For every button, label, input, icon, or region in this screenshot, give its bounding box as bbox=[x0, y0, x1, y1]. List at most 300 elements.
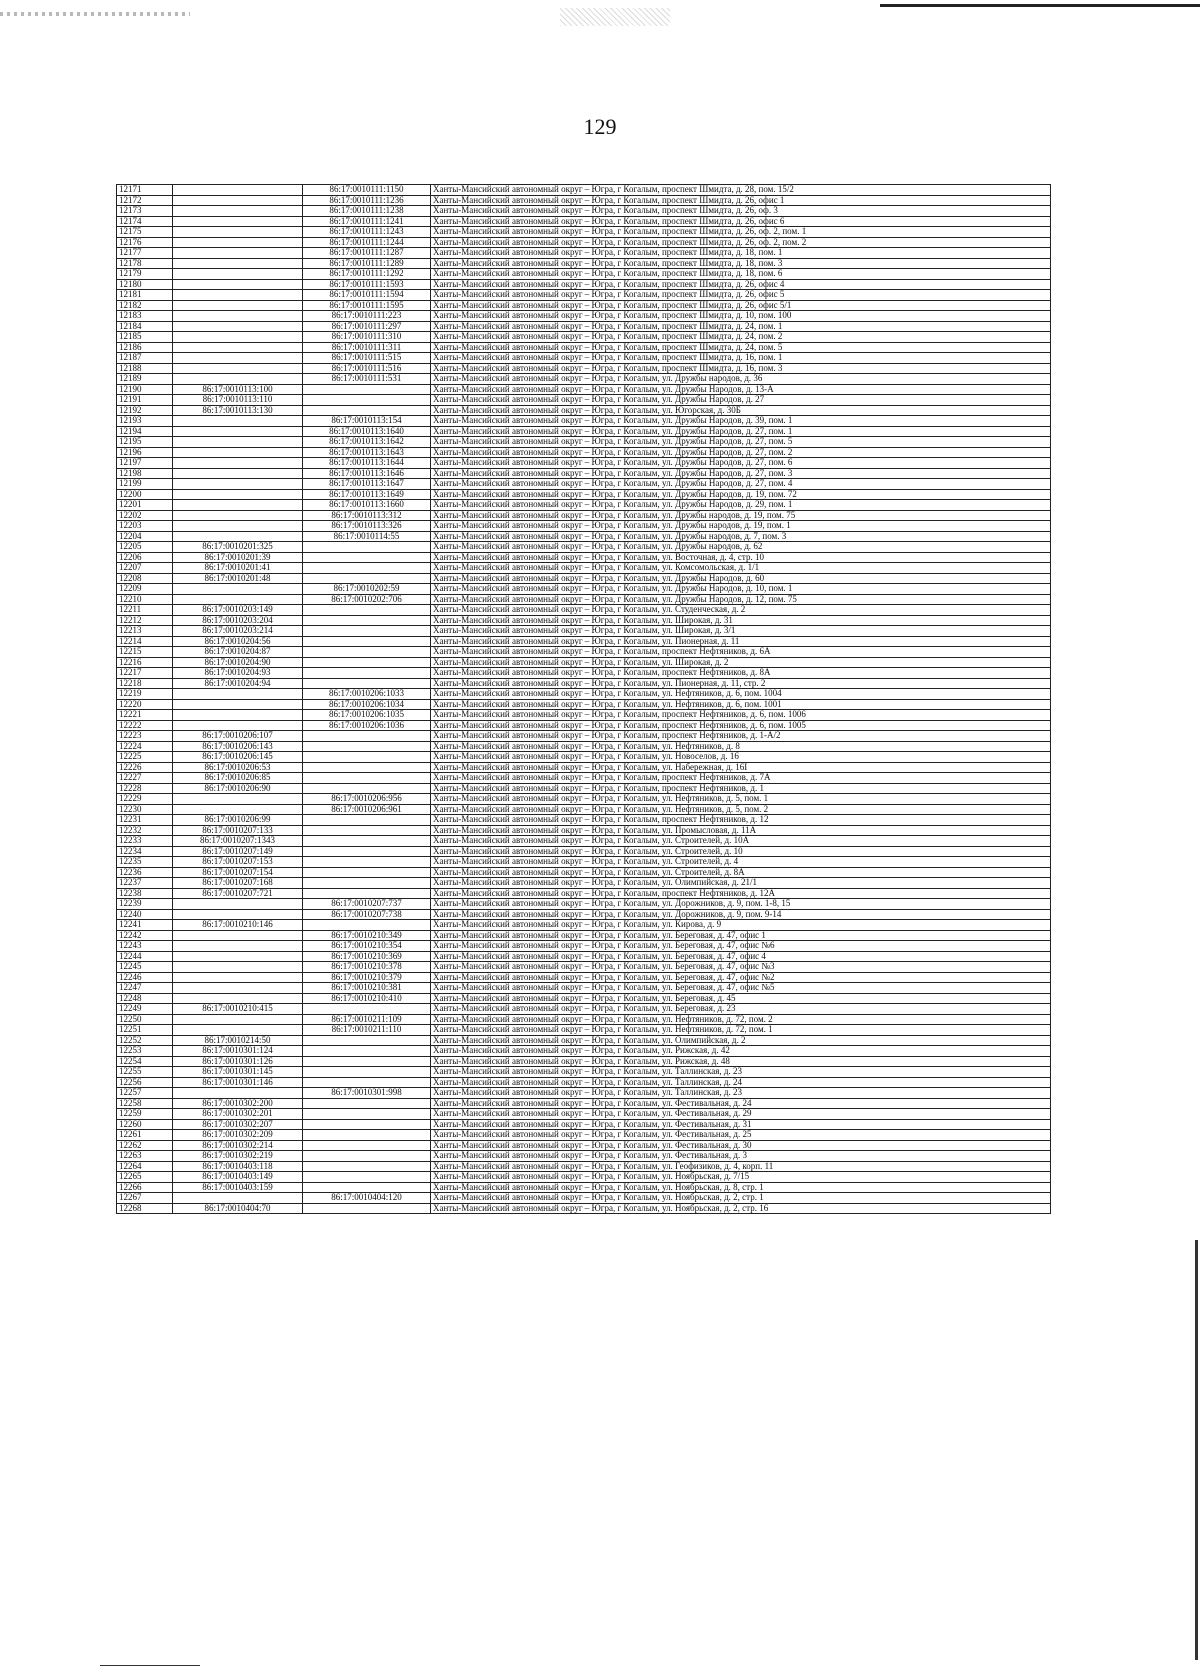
cadastral-number-premises-cell bbox=[303, 1046, 431, 1057]
cadastral-number-land-cell: 86:17:0010301:146 bbox=[173, 1077, 303, 1088]
cadastral-number-premises-cell bbox=[303, 773, 431, 784]
row-number-cell: 12257 bbox=[117, 1088, 173, 1099]
cadastral-number-premises-cell bbox=[303, 878, 431, 889]
row-number-cell: 12182 bbox=[117, 300, 173, 311]
table-row bbox=[117, 741, 1051, 752]
cadastral-number-premises-cell bbox=[303, 1203, 431, 1214]
address-cell: Ханты-Мансийский автономный округ – Югра, г Когалым, ул. Студенческая, д. 2 bbox=[431, 605, 1051, 616]
cadastral-number-land-cell bbox=[173, 342, 303, 353]
address-cell: Ханты-Мансийский автономный округ – Югра, г Когалым, ул. Таллинская, д. 23 bbox=[431, 1088, 1051, 1099]
cadastral-number-premises-cell bbox=[303, 384, 431, 395]
table-row bbox=[117, 1109, 1051, 1120]
row-number-cell: 12185 bbox=[117, 332, 173, 343]
table-row bbox=[117, 878, 1051, 889]
cadastral-number-premises-cell: 86:17:0010210:410 bbox=[303, 993, 431, 1004]
scan-edge-line bbox=[1195, 1240, 1198, 1660]
cadastral-number-premises-cell: 86:17:0010111:297 bbox=[303, 321, 431, 332]
table-row bbox=[117, 1014, 1051, 1025]
cadastral-number-premises-cell bbox=[303, 825, 431, 836]
address-cell: Ханты-Мансийский автономный округ – Югра, г Когалым, проспект Нефтяников, д. 6А bbox=[431, 647, 1051, 658]
address-cell: Ханты-Мансийский автономный округ – Югра, г Когалым, проспект Шмидта, д. 26, офис 5/1 bbox=[431, 300, 1051, 311]
table-row bbox=[117, 531, 1051, 542]
row-number-cell: 12202 bbox=[117, 510, 173, 521]
cadastral-number-land-cell: 86:17:0010302:200 bbox=[173, 1098, 303, 1109]
table-row bbox=[117, 846, 1051, 857]
row-number-cell: 12176 bbox=[117, 237, 173, 248]
table-row bbox=[117, 426, 1051, 437]
cadastral-number-land-cell bbox=[173, 216, 303, 227]
cadastral-number-land-cell bbox=[173, 962, 303, 973]
cadastral-number-land-cell bbox=[173, 332, 303, 343]
row-number-cell: 12235 bbox=[117, 857, 173, 868]
cadastral-number-premises-cell bbox=[303, 1077, 431, 1088]
cadastral-number-land-cell bbox=[173, 489, 303, 500]
cadastral-number-land-cell: 86:17:0010201:325 bbox=[173, 542, 303, 553]
address-cell: Ханты-Мансийский автономный округ – Югра, г Когалым, ул. Комсомольская, д. 1/1 bbox=[431, 563, 1051, 574]
cadastral-number-premises-cell bbox=[303, 542, 431, 553]
table-row bbox=[117, 668, 1051, 679]
cadastral-number-land-cell: 86:17:0010302:219 bbox=[173, 1151, 303, 1162]
table-row bbox=[117, 1088, 1051, 1099]
row-number-cell: 12210 bbox=[117, 594, 173, 605]
cadastral-number-land-cell bbox=[173, 1193, 303, 1204]
cadastral-number-land-cell: 86:17:0010113:130 bbox=[173, 405, 303, 416]
address-cell: Ханты-Мансийский автономный округ – Югра, г Когалым, проспект Шмидта, д. 26, офис 5 bbox=[431, 290, 1051, 301]
cadastral-number-premises-cell: 86:17:0010206:961 bbox=[303, 804, 431, 815]
row-number-cell: 12174 bbox=[117, 216, 173, 227]
address-cell: Ханты-Мансийский автономный округ – Югра, г Когалым, ул. Береговая, д. 47, офис 1 bbox=[431, 930, 1051, 941]
table-row bbox=[117, 930, 1051, 941]
address-cell: Ханты-Мансийский автономный округ – Югра, г Когалым, ул. Дружбы Народов, д. 27, пом. 3 bbox=[431, 468, 1051, 479]
address-cell: Ханты-Мансийский автономный округ – Югра, г Когалым, ул. Олимпийская, д. 2 bbox=[431, 1035, 1051, 1046]
cadastral-number-premises-cell: 86:17:0010111:310 bbox=[303, 332, 431, 343]
address-cell: Ханты-Мансийский автономный округ – Югра, г Когалым, ул. Нефтяников, д. 6, пом. 1001 bbox=[431, 699, 1051, 710]
row-number-cell: 12254 bbox=[117, 1056, 173, 1067]
row-number-cell: 12226 bbox=[117, 762, 173, 773]
table-row bbox=[117, 899, 1051, 910]
cadastral-number-land-cell bbox=[173, 353, 303, 364]
cadastral-number-land-cell: 86:17:0010113:100 bbox=[173, 384, 303, 395]
address-cell: Ханты-Мансийский автономный округ – Югра, г Когалым, ул. Нефтяников, д. 5, пом. 2 bbox=[431, 804, 1051, 815]
table-row bbox=[117, 783, 1051, 794]
address-cell: Ханты-Мансийский автономный округ – Югра, г Когалым, ул. Дружбы Народов, д. 39, пом. 1 bbox=[431, 416, 1051, 427]
cadastral-number-land-cell: 86:17:0010302:207 bbox=[173, 1119, 303, 1130]
cadastral-number-premises-cell: 86:17:0010210:381 bbox=[303, 983, 431, 994]
scan-edge-line bbox=[880, 4, 1200, 7]
cadastral-number-land-cell: 86:17:0010207:153 bbox=[173, 857, 303, 868]
cadastral-number-premises-cell bbox=[303, 1172, 431, 1183]
table-row bbox=[117, 731, 1051, 742]
address-cell: Ханты-Мансийский автономный округ – Югра, г Когалым, ул. Фестивальная, д. 30 bbox=[431, 1140, 1051, 1151]
table-row bbox=[117, 1035, 1051, 1046]
table-row bbox=[117, 993, 1051, 1004]
table-row bbox=[117, 1151, 1051, 1162]
cadastral-number-premises-cell: 86:17:0010211:109 bbox=[303, 1014, 431, 1025]
table-row bbox=[117, 689, 1051, 700]
table-row bbox=[117, 1119, 1051, 1130]
row-number-cell: 12192 bbox=[117, 405, 173, 416]
row-number-cell: 12233 bbox=[117, 836, 173, 847]
row-number-cell: 12259 bbox=[117, 1109, 173, 1120]
address-cell: Ханты-Мансийский автономный округ – Югра, г Когалым, ул. Нефтяников, д. 8 bbox=[431, 741, 1051, 752]
cadastral-number-land-cell bbox=[173, 321, 303, 332]
address-cell: Ханты-Мансийский автономный округ – Югра, г Когалым, ул. Пионерная, д. 11 bbox=[431, 636, 1051, 647]
table-row bbox=[117, 311, 1051, 322]
cadastral-number-land-cell bbox=[173, 468, 303, 479]
table-row bbox=[117, 647, 1051, 658]
address-cell: Ханты-Мансийский автономный округ – Югра, г Когалым, проспект Шмидта, д. 18, пом. 6 bbox=[431, 269, 1051, 280]
table-row bbox=[117, 321, 1051, 332]
address-cell: Ханты-Мансийский автономный округ – Югра, г Когалым, ул. Нефтяников, д. 5, пом. 1 bbox=[431, 794, 1051, 805]
cadastral-number-premises-cell: 86:17:0010111:1244 bbox=[303, 237, 431, 248]
cadastral-number-land-cell bbox=[173, 941, 303, 952]
address-cell: Ханты-Мансийский автономный округ – Югра, г Когалым, проспект Нефтяников, д. 1 bbox=[431, 783, 1051, 794]
cadastral-number-premises-cell: 86:17:0010111:1292 bbox=[303, 269, 431, 280]
cadastral-number-land-cell: 86:17:0010403:149 bbox=[173, 1172, 303, 1183]
table-row bbox=[117, 258, 1051, 269]
cadastral-number-land-cell: 86:17:0010210:415 bbox=[173, 1004, 303, 1015]
address-cell: Ханты-Мансийский автономный округ – Югра, г Когалым, ул. Дружбы народов, д. 62 bbox=[431, 542, 1051, 553]
table-row bbox=[117, 962, 1051, 973]
table-row bbox=[117, 1098, 1051, 1109]
cadastral-number-land-cell: 86:17:0010206:99 bbox=[173, 815, 303, 826]
row-number-cell: 12232 bbox=[117, 825, 173, 836]
row-number-cell: 12258 bbox=[117, 1098, 173, 1109]
cadastral-number-premises-cell bbox=[303, 657, 431, 668]
address-cell: Ханты-Мансийский автономный округ – Югра, г Когалым, ул. Ноябрьская, д. 2, стр. 16 bbox=[431, 1203, 1051, 1214]
row-number-cell: 12171 bbox=[117, 185, 173, 196]
table-row bbox=[117, 216, 1051, 227]
address-cell: Ханты-Мансийский автономный округ – Югра, г Когалым, проспект Нефтяников, д. 6, пом. 1006 bbox=[431, 710, 1051, 721]
row-number-cell: 12220 bbox=[117, 699, 173, 710]
row-number-cell: 12198 bbox=[117, 468, 173, 479]
cadastral-number-land-cell: 86:17:0010203:149 bbox=[173, 605, 303, 616]
cadastral-number-premises-cell: 86:17:0010111:1241 bbox=[303, 216, 431, 227]
cadastral-number-premises-cell bbox=[303, 857, 431, 868]
row-number-cell: 12172 bbox=[117, 195, 173, 206]
table-row bbox=[117, 458, 1051, 469]
row-number-cell: 12266 bbox=[117, 1182, 173, 1193]
address-cell: Ханты-Мансийский автономный округ – Югра, г Когалым, ул. Береговая, д. 47, офис №3 bbox=[431, 962, 1051, 973]
cadastral-number-land-cell bbox=[173, 426, 303, 437]
scan-noise bbox=[560, 8, 670, 26]
address-cell: Ханты-Мансийский автономный округ – Югра, г Когалым, проспект Шмидта, д. 24, пом. 2 bbox=[431, 332, 1051, 343]
address-cell: Ханты-Мансийский автономный округ – Югра, г Когалым, проспект Шмидта, д. 18, пом. 3 bbox=[431, 258, 1051, 269]
table-row bbox=[117, 437, 1051, 448]
address-cell: Ханты-Мансийский автономный округ – Югра, г Когалым, ул. Строителей, д. 4 bbox=[431, 857, 1051, 868]
cadastral-number-premises-cell: 86:17:0010113:1640 bbox=[303, 426, 431, 437]
cadastral-number-premises-cell: 86:17:0010111:1594 bbox=[303, 290, 431, 301]
cadastral-number-premises-cell: 86:17:0010210:354 bbox=[303, 941, 431, 952]
cadastral-number-premises-cell: 86:17:0010111:1287 bbox=[303, 248, 431, 259]
row-number-cell: 12194 bbox=[117, 426, 173, 437]
table-row bbox=[117, 773, 1051, 784]
address-cell: Ханты-Мансийский автономный округ – Югра, г Когалым, ул. Рижская, д. 42 bbox=[431, 1046, 1051, 1057]
row-number-cell: 12190 bbox=[117, 384, 173, 395]
address-cell: Ханты-Мансийский автономный округ – Югра, г Когалым, ул. Береговая, д. 47, офис 4 bbox=[431, 951, 1051, 962]
table-row bbox=[117, 416, 1051, 427]
address-cell: Ханты-Мансийский автономный округ – Югра, г Когалым, ул. Фестивальная, д. 25 bbox=[431, 1130, 1051, 1141]
table-row bbox=[117, 794, 1051, 805]
address-cell: Ханты-Мансийский автономный округ – Югра, г Когалым, проспект Шмидта, д. 10, пом. 100 bbox=[431, 311, 1051, 322]
address-cell: Ханты-Мансийский автономный округ – Югра, г Когалым, ул. Промысловая, д. 11А bbox=[431, 825, 1051, 836]
cadastral-number-land-cell bbox=[173, 279, 303, 290]
cadastral-number-premises-cell: 86:17:0010202:59 bbox=[303, 584, 431, 595]
cadastral-number-land-cell bbox=[173, 206, 303, 217]
cadastral-number-land-cell: 86:17:0010206:53 bbox=[173, 762, 303, 773]
cadastral-number-land-cell: 86:17:0010207:133 bbox=[173, 825, 303, 836]
cadastral-number-land-cell: 86:17:0010403:159 bbox=[173, 1182, 303, 1193]
row-number-cell: 12219 bbox=[117, 689, 173, 700]
address-cell: Ханты-Мансийский автономный округ – Югра, г Когалым, проспект Шмидта, д. 26, оф. 2, пом. 2 bbox=[431, 237, 1051, 248]
address-cell: Ханты-Мансийский автономный округ – Югра, г Когалым, проспект Нефтяников, д. 6, пом. 1005 bbox=[431, 720, 1051, 731]
address-cell: Ханты-Мансийский автономный округ – Югра, г Когалым, ул. Береговая, д. 47, офис №5 bbox=[431, 983, 1051, 994]
register-body bbox=[117, 185, 1051, 1214]
cadastral-number-land-cell bbox=[173, 993, 303, 1004]
row-number-cell: 12256 bbox=[117, 1077, 173, 1088]
cadastral-number-land-cell bbox=[173, 951, 303, 962]
cadastral-number-premises-cell bbox=[303, 636, 431, 647]
cadastral-number-premises-cell bbox=[303, 605, 431, 616]
address-cell: Ханты-Мансийский автономный округ – Югра, г Когалым, ул. Строителей, д. 10 bbox=[431, 846, 1051, 857]
cadastral-number-premises-cell: 86:17:0010111:1595 bbox=[303, 300, 431, 311]
table-row bbox=[117, 699, 1051, 710]
table-row bbox=[117, 237, 1051, 248]
row-number-cell: 12264 bbox=[117, 1161, 173, 1172]
row-number-cell: 12248 bbox=[117, 993, 173, 1004]
table-row bbox=[117, 1130, 1051, 1141]
address-cell: Ханты-Мансийский автономный округ – Югра, г Когалым, ул. Пионерная, д. 11, стр. 2 bbox=[431, 678, 1051, 689]
cadastral-number-premises-cell bbox=[303, 1161, 431, 1172]
table-row bbox=[117, 1182, 1051, 1193]
cadastral-number-land-cell bbox=[173, 794, 303, 805]
cadastral-number-land-cell: 86:17:0010206:107 bbox=[173, 731, 303, 742]
table-row bbox=[117, 1161, 1051, 1172]
table-row bbox=[117, 584, 1051, 595]
address-cell: Ханты-Мансийский автономный округ – Югра, г Когалым, ул. Береговая, д. 47, офис №6 bbox=[431, 941, 1051, 952]
row-number-cell: 12217 bbox=[117, 668, 173, 679]
address-cell: Ханты-Мансийский автономный округ – Югра, г Когалым, проспект Шмидта, д. 16, пом. 1 bbox=[431, 353, 1051, 364]
cadastral-number-premises-cell: 86:17:0010111:1289 bbox=[303, 258, 431, 269]
cadastral-number-premises-cell: 86:17:0010113:1646 bbox=[303, 468, 431, 479]
cadastral-number-premises-cell bbox=[303, 888, 431, 899]
address-cell: Ханты-Мансийский автономный округ – Югра, г Когалым, ул. Рижская, д. 48 bbox=[431, 1056, 1051, 1067]
address-cell: Ханты-Мансийский автономный округ – Югра, г Когалым, ул. Широкая, д. 31 bbox=[431, 615, 1051, 626]
table-row bbox=[117, 500, 1051, 511]
cadastral-number-premises-cell bbox=[303, 920, 431, 931]
cadastral-number-premises-cell bbox=[303, 815, 431, 826]
cadastral-number-premises-cell bbox=[303, 1109, 431, 1120]
row-number-cell: 12267 bbox=[117, 1193, 173, 1204]
address-cell: Ханты-Мансийский автономный округ – Югра, г Когалым, проспект Шмидта, д. 16, пом. 3 bbox=[431, 363, 1051, 374]
address-cell: Ханты-Мансийский автономный округ – Югра, г Когалым, ул. Береговая, д. 47, офис №2 bbox=[431, 972, 1051, 983]
scan-noise bbox=[0, 12, 190, 16]
row-number-cell: 12200 bbox=[117, 489, 173, 500]
row-number-cell: 12224 bbox=[117, 741, 173, 752]
cadastral-number-premises-cell: 86:17:0010207:738 bbox=[303, 909, 431, 920]
row-number-cell: 12204 bbox=[117, 531, 173, 542]
address-cell: Ханты-Мансийский автономный округ – Югра, г Когалым, проспект Шмидта, д. 26, офис 1 bbox=[431, 195, 1051, 206]
table-row bbox=[117, 605, 1051, 616]
table-row bbox=[117, 1004, 1051, 1015]
address-cell: Ханты-Мансийский автономный округ – Югра, г Когалым, ул. Фестивальная, д. 24 bbox=[431, 1098, 1051, 1109]
address-cell: Ханты-Мансийский автономный округ – Югра, г Когалым, ул. Олимпийская, д. 21/1 bbox=[431, 878, 1051, 889]
cadastral-number-land-cell: 86:17:0010214:50 bbox=[173, 1035, 303, 1046]
address-cell: Ханты-Мансийский автономный округ – Югра, г Когалым, ул. Фестивальная, д. 31 bbox=[431, 1119, 1051, 1130]
address-cell: Ханты-Мансийский автономный округ – Югра, г Когалым, ул. Набережная, д. 16I bbox=[431, 762, 1051, 773]
address-cell: Ханты-Мансийский автономный округ – Югра, г Когалым, ул. Ноябрьская, д. 2, стр. 1 bbox=[431, 1193, 1051, 1204]
address-cell: Ханты-Мансийский автономный округ – Югра, г Когалым, проспект Нефтяников, д. 1-А/2 bbox=[431, 731, 1051, 742]
table-row bbox=[117, 405, 1051, 416]
address-cell: Ханты-Мансийский автономный округ – Югра, г Когалым, ул. Дружбы Народов, д. 10, пом. 1 bbox=[431, 584, 1051, 595]
row-number-cell: 12183 bbox=[117, 311, 173, 322]
address-cell: Ханты-Мансийский автономный округ – Югра, г Когалым, проспект Шмидта, д. 24, пом. 5 bbox=[431, 342, 1051, 353]
table-row bbox=[117, 720, 1051, 731]
cadastral-number-land-cell bbox=[173, 699, 303, 710]
row-number-cell: 12250 bbox=[117, 1014, 173, 1025]
cadastral-number-land-cell: 86:17:0010207:1343 bbox=[173, 836, 303, 847]
row-number-cell: 12236 bbox=[117, 867, 173, 878]
row-number-cell: 12229 bbox=[117, 794, 173, 805]
cadastral-number-land-cell: 86:17:0010301:126 bbox=[173, 1056, 303, 1067]
table-row bbox=[117, 920, 1051, 931]
row-number-cell: 12234 bbox=[117, 846, 173, 857]
row-number-cell: 12262 bbox=[117, 1140, 173, 1151]
cadastral-number-premises-cell: 86:17:0010211:110 bbox=[303, 1025, 431, 1036]
address-cell: Ханты-Мансийский автономный округ – Югра, г Когалым, ул. Нефтяников, д. 72, пом. 1 bbox=[431, 1025, 1051, 1036]
cadastral-number-land-cell: 86:17:0010302:209 bbox=[173, 1130, 303, 1141]
cadastral-number-premises-cell bbox=[303, 405, 431, 416]
cadastral-number-premises-cell: 86:17:0010113:1660 bbox=[303, 500, 431, 511]
cadastral-number-land-cell bbox=[173, 258, 303, 269]
table-row bbox=[117, 332, 1051, 343]
table-row bbox=[117, 206, 1051, 217]
cadastral-number-premises-cell bbox=[303, 1056, 431, 1067]
cadastral-number-land-cell bbox=[173, 804, 303, 815]
table-row bbox=[117, 636, 1051, 647]
cadastral-number-land-cell bbox=[173, 479, 303, 490]
cadastral-number-premises-cell: 86:17:0010210:369 bbox=[303, 951, 431, 962]
row-number-cell: 12214 bbox=[117, 636, 173, 647]
cadastral-number-land-cell bbox=[173, 1088, 303, 1099]
row-number-cell: 12249 bbox=[117, 1004, 173, 1015]
table-row bbox=[117, 857, 1051, 868]
address-cell: Ханты-Мансийский автономный округ – Югра, г Когалым, ул. Широкая, д. 2 bbox=[431, 657, 1051, 668]
address-cell: Ханты-Мансийский автономный округ – Югра, г Когалым, ул. Дружбы Народов, д. 27, пом. 4 bbox=[431, 479, 1051, 490]
address-cell: Ханты-Мансийский автономный округ – Югра, г Когалым, ул. Дружбы народов, д. 7, пом. 3 bbox=[431, 531, 1051, 542]
cadastral-number-premises-cell bbox=[303, 1098, 431, 1109]
cadastral-number-premises-cell bbox=[303, 626, 431, 637]
table-row bbox=[117, 552, 1051, 563]
cadastral-number-land-cell bbox=[173, 500, 303, 511]
page-number: 129 bbox=[583, 114, 617, 139]
table-row bbox=[117, 363, 1051, 374]
cadastral-number-land-cell bbox=[173, 374, 303, 385]
table-row bbox=[117, 1067, 1051, 1078]
cadastral-number-land-cell: 86:17:0010204:56 bbox=[173, 636, 303, 647]
address-cell: Ханты-Мансийский автономный округ – Югра, г Когалым, ул. Дружбы народов, д. 19, пом. 75 bbox=[431, 510, 1051, 521]
address-cell: Ханты-Мансийский автономный округ – Югра, г Когалым, ул. Геофизиков, д. 4, корп. 11 bbox=[431, 1161, 1051, 1172]
cadastral-number-land-cell: 86:17:0010206:143 bbox=[173, 741, 303, 752]
row-number-cell: 12221 bbox=[117, 710, 173, 721]
cadastral-number-premises-cell bbox=[303, 395, 431, 406]
cadastral-number-premises-cell bbox=[303, 1035, 431, 1046]
row-number-cell: 12245 bbox=[117, 962, 173, 973]
row-number-cell: 12265 bbox=[117, 1172, 173, 1183]
table-row bbox=[117, 479, 1051, 490]
cadastral-number-premises-cell bbox=[303, 1004, 431, 1015]
address-cell: Ханты-Мансийский автономный округ – Югра, г Когалым, проспект Шмидта, д. 26, офис 4 bbox=[431, 279, 1051, 290]
cadastral-number-premises-cell: 86:17:0010207:737 bbox=[303, 899, 431, 910]
row-number-cell: 12213 bbox=[117, 626, 173, 637]
address-cell: Ханты-Мансийский автономный округ – Югра, г Когалым, ул. Дружбы Народов, д. 27, пом. 5 bbox=[431, 437, 1051, 448]
table-row bbox=[117, 227, 1051, 238]
cadastral-number-land-cell bbox=[173, 930, 303, 941]
address-cell: Ханты-Мансийский автономный округ – Югра, г Когалым, проспект Шмидта, д. 18, пом. 1 bbox=[431, 248, 1051, 259]
cadastral-number-premises-cell bbox=[303, 836, 431, 847]
table-row bbox=[117, 594, 1051, 605]
cadastral-number-land-cell bbox=[173, 972, 303, 983]
row-number-cell: 12230 bbox=[117, 804, 173, 815]
cadastral-number-premises-cell bbox=[303, 846, 431, 857]
row-number-cell: 12199 bbox=[117, 479, 173, 490]
row-number-cell: 12197 bbox=[117, 458, 173, 469]
table-row bbox=[117, 951, 1051, 962]
cadastral-number-land-cell: 86:17:0010207:168 bbox=[173, 878, 303, 889]
table-row bbox=[117, 941, 1051, 952]
table-row bbox=[117, 521, 1051, 532]
cadastral-number-premises-cell bbox=[303, 783, 431, 794]
address-cell: Ханты-Мансийский автономный округ – Югра, г Когалым, ул. Восточная, д. 4, стр. 10 bbox=[431, 552, 1051, 563]
row-number-cell: 12211 bbox=[117, 605, 173, 616]
cadastral-number-premises-cell: 86:17:0010210:378 bbox=[303, 962, 431, 973]
table-row bbox=[117, 1172, 1051, 1183]
cadastral-number-land-cell: 86:17:0010207:149 bbox=[173, 846, 303, 857]
cadastral-number-land-cell: 86:17:0010201:39 bbox=[173, 552, 303, 563]
table-row bbox=[117, 626, 1051, 637]
table-row bbox=[117, 657, 1051, 668]
row-number-cell: 12223 bbox=[117, 731, 173, 742]
row-number-cell: 12193 bbox=[117, 416, 173, 427]
cadastral-number-premises-cell bbox=[303, 741, 431, 752]
cadastral-number-land-cell bbox=[173, 710, 303, 721]
row-number-cell: 12208 bbox=[117, 573, 173, 584]
table-row bbox=[117, 353, 1051, 364]
table-row bbox=[117, 395, 1051, 406]
row-number-cell: 12260 bbox=[117, 1119, 173, 1130]
table-row bbox=[117, 468, 1051, 479]
cadastral-number-premises-cell: 86:17:0010206:1036 bbox=[303, 720, 431, 731]
cadastral-number-land-cell bbox=[173, 300, 303, 311]
address-cell: Ханты-Мансийский автономный округ – Югра, г Когалым, ул. Дружбы Народов, д. 27, пом. 6 bbox=[431, 458, 1051, 469]
row-number-cell: 12175 bbox=[117, 227, 173, 238]
row-number-cell: 12261 bbox=[117, 1130, 173, 1141]
cadastral-number-premises-cell bbox=[303, 573, 431, 584]
table-row bbox=[117, 1077, 1051, 1088]
address-cell: Ханты-Мансийский автономный округ – Югра, г Когалым, проспект Шмидта, д. 24, пом. 1 bbox=[431, 321, 1051, 332]
cadastral-number-land-cell bbox=[173, 290, 303, 301]
cadastral-number-premises-cell: 86:17:0010113:312 bbox=[303, 510, 431, 521]
table-row bbox=[117, 384, 1051, 395]
cadastral-number-premises-cell: 86:17:0010111:1243 bbox=[303, 227, 431, 238]
address-cell: Ханты-Мансийский автономный округ – Югра, г Когалым, ул. Ноябрьская, д. 8, стр. 1 bbox=[431, 1182, 1051, 1193]
cadastral-number-premises-cell bbox=[303, 752, 431, 763]
cadastral-number-premises-cell: 86:17:0010206:1034 bbox=[303, 699, 431, 710]
row-number-cell: 12243 bbox=[117, 941, 173, 952]
row-number-cell: 12187 bbox=[117, 353, 173, 364]
cadastral-number-premises-cell: 86:17:0010113:1643 bbox=[303, 447, 431, 458]
cadastral-number-land-cell bbox=[173, 594, 303, 605]
